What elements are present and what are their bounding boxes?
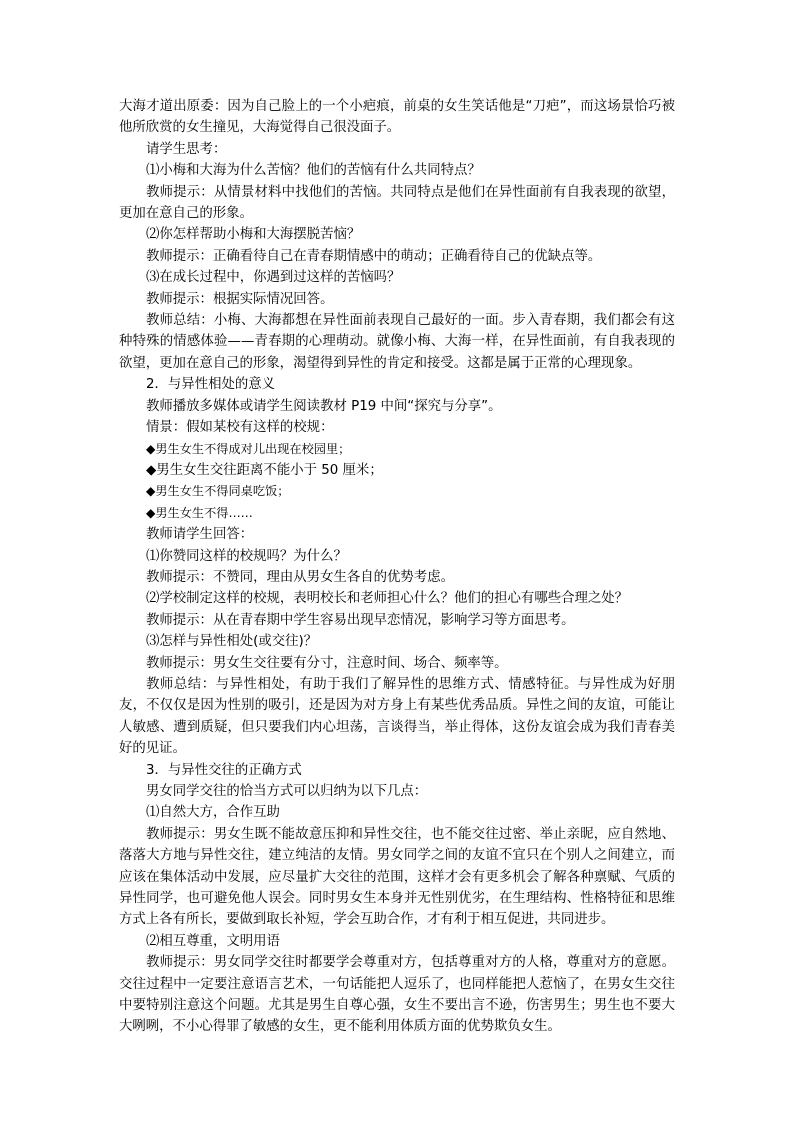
question-1-3: ⑶在成长过程中，你遇到过这样的苦恼吗？	[146, 270, 401, 286]
rule-bullet-4: ◆男生女生不得……	[146, 505, 253, 520]
subheading-3-1: ⑴自然大方，合作互助	[146, 805, 280, 821]
rule-bullet-3: ◆男生女生不得同桌吃饭；	[146, 484, 290, 499]
paragraph-teacher-asks: 教师请学生回答：	[146, 527, 254, 543]
teacher-summary-2: 教师总结：与异性相处，有助于我们了解异性的思维方式、情感特征。与异性成为好朋友，不仅仅是因为性别的吸引，还是因为对方身上有某些优秀品质。异性之间的友谊，可能让人敏感、遭到质疑，但只要我们内心坦荡，言谈得当，举止得体，这份友谊会成为我们青春美好的见证。	[119, 676, 675, 757]
teacher-hint-2-2: 教师提示：从在青春期中学生容易出现早恋情况，影响学习等方面思考。	[146, 612, 575, 628]
paragraph-multimedia: 教师播放多媒体或请学生阅读教材 P19 中间“探究与分享”。	[146, 398, 502, 414]
rule-bullet-2: ◆男生女生交往距离不能小于 50 厘米；	[146, 462, 383, 478]
section-heading-2: 2．与异性相处的意义	[146, 377, 276, 393]
teacher-hint-2-1: 教师提示：不赞同，理由从男女生各自的优势考虑。	[146, 569, 454, 585]
paragraph-ways: 男女同学交往的恰当方式可以归纳为以下几点：	[146, 784, 428, 799]
rule-bullet-1: ◆男生女生不得成对儿出现在校园里；	[146, 441, 351, 456]
section-heading-3: 3．与异性交往的正确方式	[146, 762, 302, 778]
document-body	[119, 96, 675, 1038]
question-2-3: ⑶怎样与异性相处(或交往)？	[146, 634, 318, 650]
subheading-3-2: ⑵相互尊重，文明用语	[146, 933, 280, 949]
question-2-2: ⑵学校制定这样的校规，表明校长和老师担心什么？他们的担心有哪些合理之处？	[146, 591, 629, 607]
teacher-hint-2-3: 教师提示：男女生交往要有分寸，注意时间、场合、频率等。	[146, 655, 508, 671]
paragraph-scenario: 情景：假如某校有这样的校规：	[146, 420, 334, 436]
teacher-hint-1-2: 教师提示：正确看待自己在青春期情感中的萌动；正确看待自己的优缺点等。	[146, 248, 602, 264]
teacher-hint-3-2: 教师提示：男女同学交往时都要学会尊重对方，包括尊重对方的人格，尊重对方的意愿。交往过程中一定要注意语言艺术，一句话能把人逗乐了，也同样能把人惹恼了，在男女生交往中要特别注意这个问题。尤其是男生自尊心强，女生不要出言不逊，伤害男生；男生也不要大大咧咧，不小心得罪了敏感的女生，更不能利用体质方面的优势欺负女生。	[119, 955, 675, 1035]
teacher-summary-1: 教师总结：小梅、大海都想在异性面前表现自己最好的一面。步入青春期，我们都会有这种特殊的情感体验——青春期的心理萌动。就像小梅、大海一样，在异性面前，有自我表现的欲望，更加在意自己的形象，渴望得到异性的肯定和接受。这都是属于正常的心理现象。	[119, 313, 675, 371]
paragraph-ask-students: 请学生思考：	[146, 141, 227, 157]
question-2-1: ⑴你赞同这样的校规吗？为什么？	[146, 548, 347, 564]
teacher-hint-1-3: 教师提示：根据实际情况回答。	[146, 291, 334, 307]
question-1-1: ⑴小梅和大海为什么苦恼？他们的苦恼有什么共同特点？	[146, 163, 481, 179]
teacher-hint-1-1: 教师提示：从情景材料中找他们的苦恼。共同特点是他们在异性面前有自我表现的欲望，更加在意自己的形象。	[119, 184, 675, 222]
teacher-hint-3-1: 教师提示：男女生既不能故意压抑和异性交往，也不能交往过密、举止亲昵，应自然地、落落大方地与异性交往，建立纯洁的友情。男女同学之间的友谊不宜只在个别人之间建立，而应该在集体活动中发展，应尽量扩大交往的范围，这样才会有更多机会了解各种禀赋、气质的异性同学，也可避免他人误会。同时男女生本身并无性别优劣，在生理结构、性格特征和思维方式上各有所长，要做到取长补短，学会互助合作，才有利于相互促进，共同进步。	[119, 826, 675, 928]
paragraph-story-conclusion: 大海才道出原委：因为自己脸上的一个小疤痕，前桌的女生笑话他是“刀疤”，而这场景恰巧被他所欣赏的女生撞见，大海觉得自己很没面子。	[119, 99, 675, 136]
question-1-2: ⑵你怎样帮助小梅和大海摆脱苦恼？	[146, 227, 361, 243]
